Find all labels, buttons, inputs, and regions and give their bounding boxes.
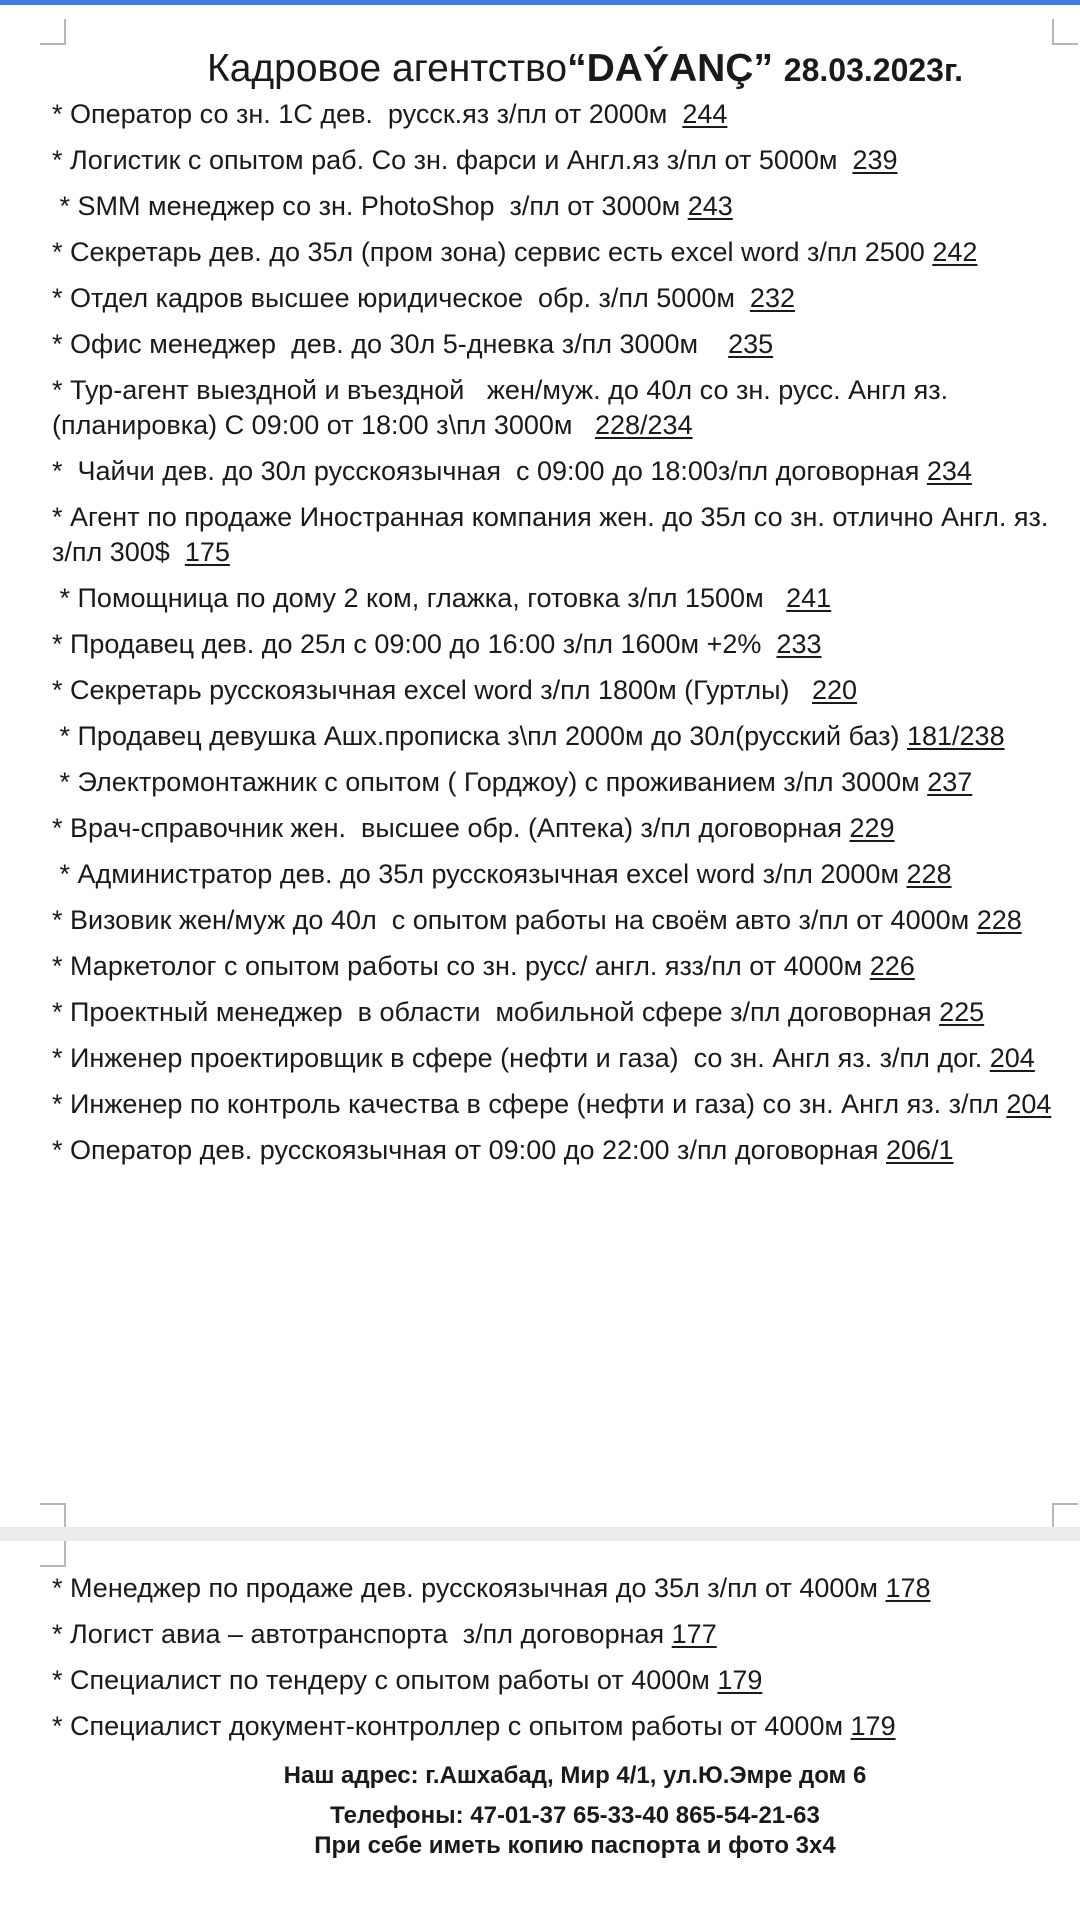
- job-code: 226: [869, 951, 915, 981]
- job-code: 179: [850, 1711, 896, 1741]
- job-listing: [52, 719, 1052, 754]
- job-code: 181/238: [906, 721, 1005, 751]
- job-description: * Чайчи дев. до 30л русскоязычная с 09:00 до 18:00з/пл договорная: [52, 456, 927, 486]
- footer-phones: Телефоны: 47-01-37 65-33-40 865-54-21-63: [330, 1802, 820, 1829]
- job-code: 239: [852, 145, 898, 175]
- job-code: 244: [682, 99, 728, 129]
- job-listing: [52, 281, 1052, 316]
- job-description: * Тур-агент выездной и въездной жен/муж. до 40л со зн. русс. Англ яз. (планировка) С 09:00 от 18:00 з\пл 3000м: [52, 375, 956, 440]
- job-listing: [52, 235, 1052, 270]
- job-code: 178: [885, 1573, 931, 1603]
- job-description: * Офис менеджер дев. до 30л 5-дневка з/пл 3000м: [52, 329, 729, 359]
- margin-corner-top-left: [40, 1541, 66, 1567]
- job-listing: [52, 1663, 1052, 1698]
- job-description: * Специалист по тендеру с опытом работы от 4000м: [52, 1665, 718, 1695]
- job-code: 241: [786, 583, 832, 613]
- job-listing: [52, 673, 1052, 708]
- document-page-1: [0, 5, 1080, 1527]
- job-description: * Продавец девушка Ашх.прописка з\пл 2000м до 30л(русский баз): [52, 721, 907, 751]
- job-listing: [52, 949, 1052, 984]
- job-description: * SMM менеджер со зн. PhotoShop з/пл от 3000м: [52, 191, 688, 221]
- job-code: 179: [717, 1665, 763, 1695]
- job-list-page-1: [52, 97, 1056, 1179]
- job-description: * Секретарь русскоязычная excel word з/пл 1800м (Гуртлы): [52, 675, 812, 705]
- job-listing: [52, 97, 1052, 132]
- job-description: * Секретарь дев. до 35л (пром зона) сервис есть excel word з/пл 2500: [52, 237, 933, 267]
- job-description: * Оператор дев. русскоязычная от 09:00 до 22:00 з/пл договорная: [52, 1135, 886, 1165]
- document-page-2: [0, 1541, 1080, 1914]
- job-listing: [52, 995, 1052, 1030]
- job-listing: [52, 1617, 1052, 1652]
- job-description: * Оператор со зн. 1С дев. русск.яз з/пл от 2000м: [52, 99, 683, 129]
- margin-corner-top-right: [1052, 19, 1078, 45]
- contact-footer: [0, 1761, 1080, 1861]
- job-listing: [52, 143, 1052, 178]
- job-code: 228/234: [594, 410, 693, 440]
- job-description: * Помощница по дому 2 ком, глажка, готовка з/пл 1500м: [52, 583, 787, 613]
- footer-note: При себе иметь копию паспорта и фото 3х4: [314, 1832, 836, 1859]
- title-brand: “DAÝANÇ”: [567, 47, 773, 90]
- job-code: 175: [184, 537, 230, 567]
- job-code: 177: [671, 1619, 717, 1649]
- job-listing: [52, 189, 1052, 224]
- job-description: * Менеджер по продаже дев. русскоязычная до 35л з/пл от 4000м: [52, 1573, 886, 1603]
- job-code: 206/1: [885, 1135, 954, 1165]
- job-listing: [52, 627, 1052, 662]
- job-description: * Продавец дев. до 25л с 09:00 до 16:00 з/пл 1600м +2%: [52, 629, 777, 659]
- job-code: 242: [932, 237, 978, 267]
- job-description: * Проектный менеджер в области мобильной сфере з/пл договорная: [52, 997, 940, 1027]
- job-listing: [52, 765, 1052, 800]
- job-description: * Логист авиа – автотранспорта з/пл договорная: [52, 1619, 672, 1649]
- job-description: * Отдел кадров высшее юридическое обр. з/пл 5000м: [52, 283, 750, 313]
- job-code: 204: [989, 1043, 1035, 1073]
- job-listing: [52, 1087, 1052, 1122]
- job-listing: [52, 1709, 1052, 1744]
- title-agency: Кадровое агентство: [207, 47, 568, 90]
- job-listing: [52, 903, 1052, 938]
- job-code: 234: [926, 456, 972, 486]
- job-description: * Инженер по контроль качества в сфере (нефти и газа) со зн. Англ яз. з/пл: [52, 1089, 1007, 1119]
- job-code: 229: [849, 813, 895, 843]
- job-description: * Специалист документ-контроллер с опытом работы от 4000м: [52, 1711, 851, 1741]
- job-listing: [52, 1133, 1052, 1168]
- footer-address: Наш адрес: г.Ашхабад, Мир 4/1, ул.Ю.Эмре дом 6: [283, 1762, 867, 1789]
- job-description: * Инженер проектировщик в сфере (нефти и газа) со зн. Англ яз. з/пл дог.: [52, 1043, 990, 1073]
- job-code: 243: [687, 191, 733, 221]
- job-listing: [52, 811, 1052, 846]
- margin-corner-bottom-left: [40, 1503, 66, 1529]
- job-code: 232: [749, 283, 795, 313]
- title-date: 28.03.2023г.: [783, 52, 963, 88]
- job-list-page-2: [52, 1571, 1052, 1755]
- job-listing: [52, 581, 1052, 616]
- job-description: * Визовик жен/муж до 40л с опытом работы на своём авто з/пл от 4000м: [52, 905, 977, 935]
- job-listing: [52, 1041, 1052, 1076]
- job-code: 228: [906, 859, 952, 889]
- job-description: * Логистик с опытом раб. Со зн. фарси и Англ.яз з/пл от 5000м: [52, 145, 853, 175]
- page-title: [0, 45, 1080, 94]
- job-listing: [52, 857, 1052, 892]
- job-code: 220: [812, 675, 858, 705]
- margin-corner-top-left: [40, 19, 66, 45]
- job-description: * Администратор дев. до 35л русскоязычная excel word з/пл 2000м: [52, 859, 907, 889]
- job-description: * Маркетолог с опытом работы со зн. русс/ англ. язз/пл от 4000м: [52, 951, 870, 981]
- job-listing: [52, 454, 1052, 489]
- job-code: 235: [728, 329, 774, 359]
- job-code: 204: [1006, 1089, 1052, 1119]
- job-description: * Агент по продаже Иностранная компания жен. до 35л со зн. отлично Англ. яз. з/пл 300$: [52, 502, 1056, 567]
- job-code: 233: [776, 629, 822, 659]
- job-listing: [52, 500, 1056, 570]
- page-separator: [0, 1527, 1080, 1541]
- job-description: * Врач-справочник жен. высшее обр. (Аптека) з/пл договорная: [52, 813, 850, 843]
- job-listing: [52, 373, 1052, 443]
- job-listing: [52, 327, 1052, 362]
- job-code: 237: [927, 767, 973, 797]
- job-listing: [52, 1571, 1052, 1606]
- job-code: 225: [939, 997, 985, 1027]
- job-code: 228: [976, 905, 1022, 935]
- job-description: * Электромонтажник с опытом ( Горджоу) с проживанием з/пл 3000м: [52, 767, 928, 797]
- margin-corner-bottom-right: [1052, 1503, 1078, 1529]
